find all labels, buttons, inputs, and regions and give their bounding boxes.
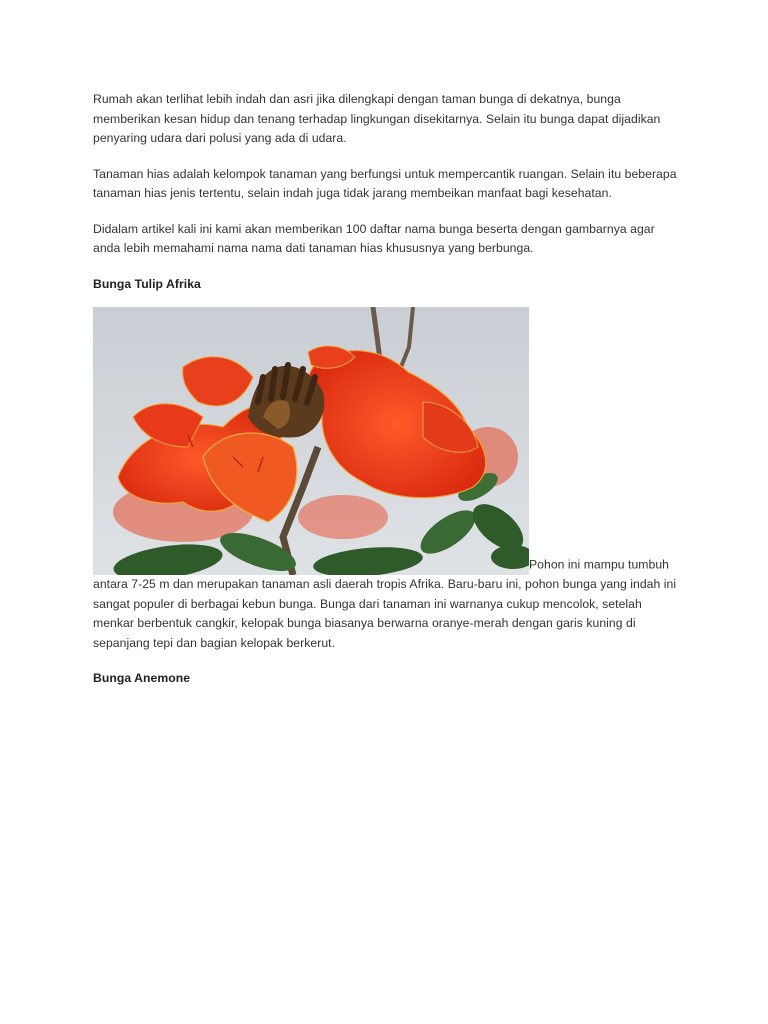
intro-paragraph-3: Didalam artikel kali ini kami akan memberikan 100 daftar nama bunga beserta dengan gambarnya agar anda lebih memahami nama nama dati tanaman hias khususnya yang berbunga. — [93, 221, 655, 255]
article-body — [93, 90, 683, 702]
tulip-afrika-figure — [93, 307, 683, 653]
heading-anemone: Bunga Anemone — [93, 671, 191, 685]
heading-tulip-afrika: Bunga Tulip Afrika — [93, 276, 201, 291]
intro-paragraph-1: Rumah akan terlihat lebih indah dan asri jika dilengkapi dengan taman bunga di dekatnya, bunga memberikan kesan hidup dan tenang terhadap lingkungan disekitarnya. Selain itu bunga dapat dijadikan penyaring udara dari polusi yang ada di udara. — [93, 92, 661, 145]
african-tulip-photo — [93, 307, 529, 575]
intro-paragraph-2: Tanaman hias adalah kelompok tanaman yang berfungsi untuk mempercantik ruangan. Selain itu beberapa tanaman hias jenis tertentu, selain indah juga tidak jarang membeikan manfaat bagi kesehatan. — [93, 166, 677, 200]
tulip-afrika-description: Pohon ini mampu tumbuh antara 7-25 m dan merupakan tanaman asli daerah tropis Afrika. Baru-baru ini, pohon bunga yang indah ini sangat populer di berbagai kebun bunga. Bunga dari tanaman ini warnanya cukup mencolok, setelah menkar berbentuk cangkir, kelopak bunga biasanya berwarna oranye-merah dengan garis kuning di sepanjang tepi dan bagian kelopak berkerut. — [93, 557, 677, 650]
